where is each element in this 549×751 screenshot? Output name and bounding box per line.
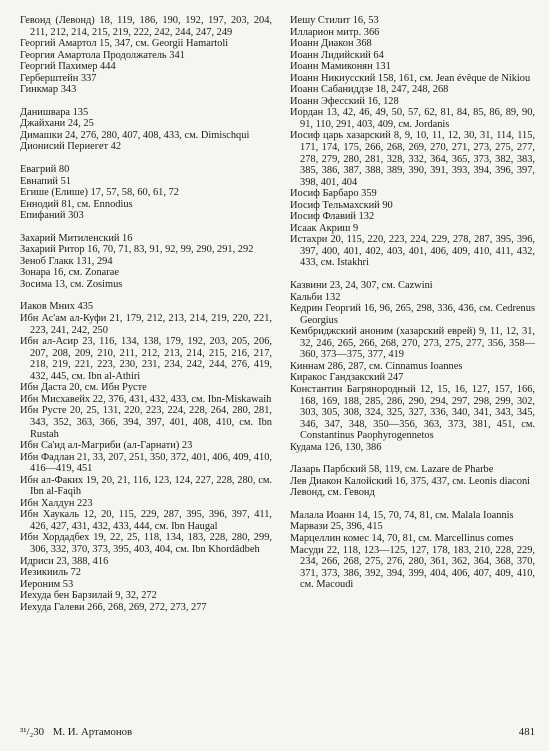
letter-group-gap <box>20 222 272 233</box>
index-columns <box>20 15 535 613</box>
index-entry: Левонд, см. Гевонд <box>290 487 375 499</box>
index-entry: Захарий Ритор 16, 70, 71, 83, 91, 92, 99, 290, 291, 292 <box>20 244 254 256</box>
index-entry: Исаак Акриш 9 <box>290 222 359 234</box>
index-entry: Евнапий 51 <box>20 175 71 187</box>
letter-group-gap <box>20 153 272 164</box>
index-entry: Дионисий Периегет 42 <box>20 141 122 153</box>
index-column-right <box>290 15 535 613</box>
index-entry: Ибн ал-Асир 23, 116, 134, 138, 179, 192, 203, 205, 206, 207, 208, 209, 210, 211, 212, 213, 214, 215, 216, 217, 218, 219, 221, 223, 230, 231, 234, 242, 244, 276, 419, 432, 445, см. Ibn al-Athiri <box>20 336 272 382</box>
index-entry: Казвини 23, 24, 307, см. Cazwini <box>290 280 433 292</box>
index-entry: Георгия Амартола Продолжатель 341 <box>20 49 185 61</box>
index-entry: Иордан 13, 42, 46, 49, 50, 57, 62, 81, 84, 85, 86, 89, 90, 91, 110, 291, 403, 409, см. Jordanis <box>290 107 535 130</box>
index-entry: Ибн Мисхавейх 22, 376, 431, 432, 433, см. Ibn-Miskawaih <box>20 393 272 405</box>
index-entry: Иешу Стилит 16, 53 <box>290 15 379 26</box>
index-entry: Кудама 126, 130, 386 <box>290 441 382 453</box>
index-entry: Иехуда бен Барзилай 9, 32, 272 <box>20 590 157 602</box>
index-entry: Иоанн Диакон 368 <box>290 38 372 50</box>
index-entry: Ибн Фадлан 21, 33, 207, 251, 350, 372, 401, 406, 409, 410, 416—419, 451 <box>20 451 272 475</box>
index-entry: Еннодий 81, см. Ennodius <box>20 198 133 210</box>
index-entry: Марцеллин комес 14, 70, 81, см. Marcellinus comes <box>290 532 514 544</box>
index-entry: Иехуда Галеви 266, 268, 269, 272, 273, 277 <box>20 601 207 613</box>
index-entry: Кедрин Георгий 16, 96, 265, 298, 336, 436, см. Cedrenus Georgius <box>290 303 535 326</box>
author-name: М. И. Артамонов <box>52 726 133 738</box>
index-entry: Гевонд (Левонд) 18, 119, 186, 190, 192, 197, 203, 204, 211, 212, 214, 215, 219, 222, 242, 244, 247, 249 <box>20 15 272 38</box>
letter-group-gap <box>20 96 272 107</box>
index-entry: Иосиф Барбаро 359 <box>290 188 377 200</box>
index-entry: Ибн Хаукаль 12, 20, 115, 229, 287, 395, 396, 397, 411, 426, 427, 431, 432, 433, 444, см. Ibn Haugal <box>20 509 272 532</box>
page-number: 481 <box>518 726 535 738</box>
footer-left <box>20 726 138 738</box>
index-entry: Марвази 25, 396, 415 <box>290 521 383 533</box>
index-entry: Кальби 132 <box>290 291 341 303</box>
index-entry: Ибн Даста 20, см. Ибн Русте <box>20 382 147 394</box>
index-entry: Зонара 16, см. Zonarae <box>20 267 119 279</box>
index-entry: Иоанн Эфесский 16, 128 <box>290 95 399 107</box>
index-entry: Иоанн Мамиконян 131 <box>290 61 391 73</box>
index-entry: Кембриджский аноним (хазарский еврей) 9, 11, 12, 31, 32, 246, 265, 266, 268, 270, 273, 275, 277, 356, 358—360, 373—375, 377, 419 <box>290 326 535 361</box>
index-entry: Идриси 23, 388, 416 <box>20 555 109 567</box>
index-entry: Иосиф Флавий 132 <box>290 211 375 223</box>
index-entry: Лазарь Парбский 58, 119, см. Lazare de Pharbe <box>290 464 494 476</box>
index-entry: Джайхани 24, 25 <box>20 118 94 130</box>
index-entry: Евагрий 80 <box>20 164 70 176</box>
index-entry: Истахри 20, 115, 220, 223, 224, 229, 278, 287, 395, 396, 397, 400, 401, 402, 403, 401, 406, 409, 410, 411, 432, 433, см. Istakhri <box>290 234 535 269</box>
index-entry: Масуди 22, 118, 123—125, 127, 178, 183, 210, 228, 229, 234, 266, 268, 275, 276, 280, 361, 362, 364, 368, 370, 371, 373, 386, 392, 394, 399, 404, 406, 407, 409, 410, см. Macoudi <box>290 544 535 591</box>
index-entry: Зеноб Глакк 131, 294 <box>20 255 113 267</box>
index-entry: Иезикииль 72 <box>20 567 81 579</box>
index-entry: Димашки 24, 276, 280, 407, 408, 433, см. Dimischqui <box>20 129 250 141</box>
index-entry: Ибн ал-Факих 19, 20, 21, 116, 123, 124, 227, 228, 280, см. Ibn al-Faqih <box>20 474 272 498</box>
letter-group-gap <box>290 269 535 280</box>
index-entry: Ибн Ас'ам ал-Куфи 21, 179, 212, 213, 214, 219, 220, 221, 223, 241, 242, 250 <box>20 313 272 336</box>
index-entry: Иоанн Лидийский 64 <box>290 49 384 61</box>
index-entry: Георгий Пахимер 444 <box>20 61 116 73</box>
index-entry: Епифаний 303 <box>20 210 84 222</box>
index-entry: Ибн Са'ид ал-Магриби (ал-Гарнати) 23 <box>20 440 193 452</box>
index-entry: Киракос Гандзакский 247 <box>290 372 404 384</box>
index-entry: Константин Багрянородный 12, 15, 16, 127, 157, 166, 168, 169, 188, 285, 286, 290, 294, 297, 298, 299, 302, 303, 305, 308, 324, 325, 327, 336, 340, 341, 343, 345, 346, 347, 348, 350—356, 363, 373, 381, 451, см. Constantinus Paophyrogennetos <box>290 383 535 442</box>
index-entry: Илларион митр. 366 <box>290 26 380 38</box>
page-footer <box>20 726 535 738</box>
index-entry: Иаков Мних 435 <box>20 301 94 313</box>
index-entry: Данишвара 135 <box>20 106 89 118</box>
letter-group-gap <box>20 290 272 301</box>
index-entry: Ибн Русте 20, 25, 131, 220, 223, 224, 228, 264, 280, 281, 343, 352, 363, 366, 394, 397, 401, 408, 410, см. Ibn Rustah <box>20 405 272 440</box>
index-entry: Малала Иоанн 14, 15, 70, 74, 81, см. Malala Ioannis <box>290 509 514 521</box>
index-entry: Иероним 53 <box>20 578 74 590</box>
index-entry: Иоанн Сабаниддзе 18, 247, 248, 268 <box>290 84 449 96</box>
index-entry: Иосиф царь хазарский 8, 9, 10, 11, 12, 30, 31, 114, 115, 171, 174, 175, 266, 268, 269, 270, 271, 273, 275, 277, 278, 279, 280, 281, 328, 332, 364, 365, 373, 382, 383, 385, 386, 387, 388, 389, 390, 391, 393, 394, 396, 397, 398, 401, 404 <box>290 130 535 188</box>
letter-group-gap <box>290 453 535 464</box>
index-entry: Иоанн Никиусский 158, 161, см. Jean évêque de Nikiou <box>290 72 531 84</box>
index-column-left <box>20 15 272 613</box>
index-entry: Зосима 13, см. Zosimus <box>20 278 123 290</box>
index-entry: Лев Диакон Калойский 16, 375, 437, см. Leonis diaconi <box>290 475 531 487</box>
index-entry: Ибн Хордадбех 19, 22, 25, 118, 134, 183, 228, 280, 299, 306, 332, 370, 373, 395, 403, 404, см. Ibn Khordâdbeh <box>20 532 272 555</box>
letter-group-gap <box>290 499 535 510</box>
index-entry: Гинкмар 343 <box>20 84 77 96</box>
index-entry: Герберштейн 337 <box>20 72 97 84</box>
index-entry: Георгий Амартол 15, 347, см. Georgii Hamartoli <box>20 38 229 50</box>
index-entry: Ибн Халдун 223 <box>20 497 93 509</box>
signature-mark: ³¹/₂30 <box>20 726 45 738</box>
index-entry: Егише (Елише) 17, 57, 58, 60, 61, 72 <box>20 187 179 199</box>
index-entry: Киннам 286, 287, см. Cinnamus Ioannes <box>290 360 463 372</box>
index-entry: Захарий Митиленский 16 <box>20 232 133 244</box>
index-entry: Иосиф Тельмахский 90 <box>290 199 393 211</box>
